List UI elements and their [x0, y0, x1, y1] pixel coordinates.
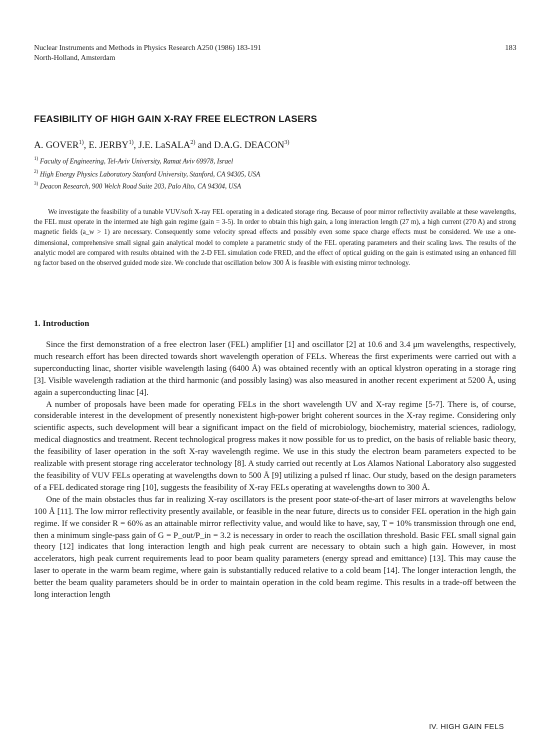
author-name: A. GOVER: [34, 140, 79, 152]
author-affiliation-mark: 2): [190, 140, 196, 146]
affiliation-mark: 1): [34, 157, 39, 162]
affiliation-mark: 2): [34, 169, 39, 175]
author-name: D.A.G. DEACON: [214, 140, 285, 152]
paragraph: Since the first demonstration of a free electron laser (FEL) amplifier [1] and oscillator [2] at 10.6 and 3.4 μm wavelengths, respectively, much research effort has been directed towards short wavelength operation of FELs. Whereas the first experiments were carried out with a superconducting linac, shorter visible wavelength lasing (6400 Å) was obtained recently with an optical klystron operating in a storage ring [3]. Visible wavelength radiation at the third harmonic (and possibly lasing) was also measured in another recent experiment at 5200 Å, using again a superconducting linac [4].: [34, 339, 516, 397]
page-number: 183: [505, 43, 517, 52]
affiliation-text: High Energy Physics Laboratory Stanford University, Stanford, CA 94305, USA: [39, 171, 261, 178]
affiliation-text: Deacon Research, 900 Welch Road Suite 203, Palo Alto, CA 94304, USA: [39, 183, 242, 191]
paragraph: A number of proposals have been made for operating FELs in the short wavelength UV and X-ray regime [5-7]. There is, of course, considerable interest in the development of presently nonexistent high-power bright coherent sources in the X-ray regime. Considering only scientific aspects, such development will bear a significant impact on the field of microbiology, biochemistry, material sciences, radiology, medical diagnostics and treatment. Recent technological progress makes it now possible for us to predict, on the basis of reliable basic theory, the feasibility of laser operation in the soft X-ray wavelength regime. We use in this study the electron beam parameters expected to be realizable with present storage ring accelerator technology [8]. A study carried out recently at Los Alamos National Laboratory also suggested the feasibility of VUV FELs operating at wavelengths down to 500 Å [9] utilizing a pulsed rf linac. Our study, based on the design parameters of a FEL dedicated storage ring [10], suggests the feasibility of X-ray FELs operating at wavelengths down to 300 Å.: [34, 398, 516, 492]
affiliations: [34, 155, 514, 193]
journal-citation: Nuclear Instruments and Methods in Physics Research A250 (1986) 183-191: [34, 43, 262, 52]
affiliation: [34, 168, 514, 181]
section-heading: 1. Introduction: [34, 318, 90, 328]
author-affiliation-mark: 3): [284, 140, 290, 146]
paper-title: FEASIBILITY OF HIGH GAIN X-RAY FREE ELECTRON LASERS: [34, 113, 318, 124]
author-name: E. JERBY: [88, 140, 129, 152]
author-affiliation-mark: 1): [128, 140, 134, 146]
author-conjunction: and: [197, 140, 212, 152]
affiliation: [34, 180, 514, 193]
affiliation: [34, 155, 514, 168]
author-name: J.E. LaSALA: [138, 140, 191, 152]
abstract: We investigate the feasibility of a tunable VUV/soft X-ray FEL operating in a dedicated storage ring. Because of poor mirror reflectivity available at these wavelengths, the FEL must operate in the intermed ate high gain regime (gain = 3-5). In order to obtain this high gain, a long interaction length (27 m), a high current (270 A) and strong magnetic fields (a_w > 1) are necessary. Consequently some velocity spread effects and possibly even some space charge effects must be considered. We use a one-dimensional, comprehensive small signal gain analytical model to complete a parametric study of the FEL operating parameters and their scaling laws. The results of the analytic model are compared with results obtained with the 2-D FEL simulation code FRED, and the effect of optical guiding on the gain is estimated using an enhanced fill ng factor based on the observed guided mode size. We conclude that oscillation below 300 Å is feasible with existing mirror technology.: [34, 209, 516, 268]
journal-header: [34, 43, 261, 63]
affiliation-text: Faculty of Engineering, Tel-Aviv University, Ramat Aviv 69978, Israel: [39, 158, 233, 166]
paragraph: One of the main obstacles thus far in realizing X-ray oscillators is the present poor state-of-the-art of laser mirrors at wavelengths below 100 Å [11]. The low mirror reflectivity presently available, or feasible in the near future, directs us to consider FEL operation in the high gain regime. If we consider R = 60% as an attainable mirror reflectivity value, and would like to have, say, T = 10% transmission through one end, then a minimum single-pass gain of G = P_out/P_in = 3.2 is necessary in order to reach the oscillation threshold. Basic FEL small signal gain theory [12] indicates that long interaction length and high peak current are necessary to obtain such a high gain. However, in most accelerators, high peak current requirements lead to poor beam quality parameters (energy spread and emittance) [13]. This may cause the laser to operate in the warm beam regime, where gain is substantially reduced relative to a cold beam [14]. The longer interaction length, the better the beam quality parameters should be in order to maintain operation in the cold beam regime. This results in a trade-off between the long interaction length: [34, 493, 516, 600]
running-footer: IV. HIGH GAIN FELS: [429, 722, 505, 731]
author-affiliation-mark: 1): [78, 140, 84, 146]
affiliation-mark: 3): [34, 182, 39, 188]
author-list: A. GOVER$^{1)}$, E. JERBY$^{1)}$, J.E. LaSALA$^{2)}$ and D.A.G. DEACON$^{3)}$: [34, 140, 290, 152]
publisher-line: North-Holland, Amsterdam: [34, 53, 116, 62]
body-text: [34, 339, 516, 601]
